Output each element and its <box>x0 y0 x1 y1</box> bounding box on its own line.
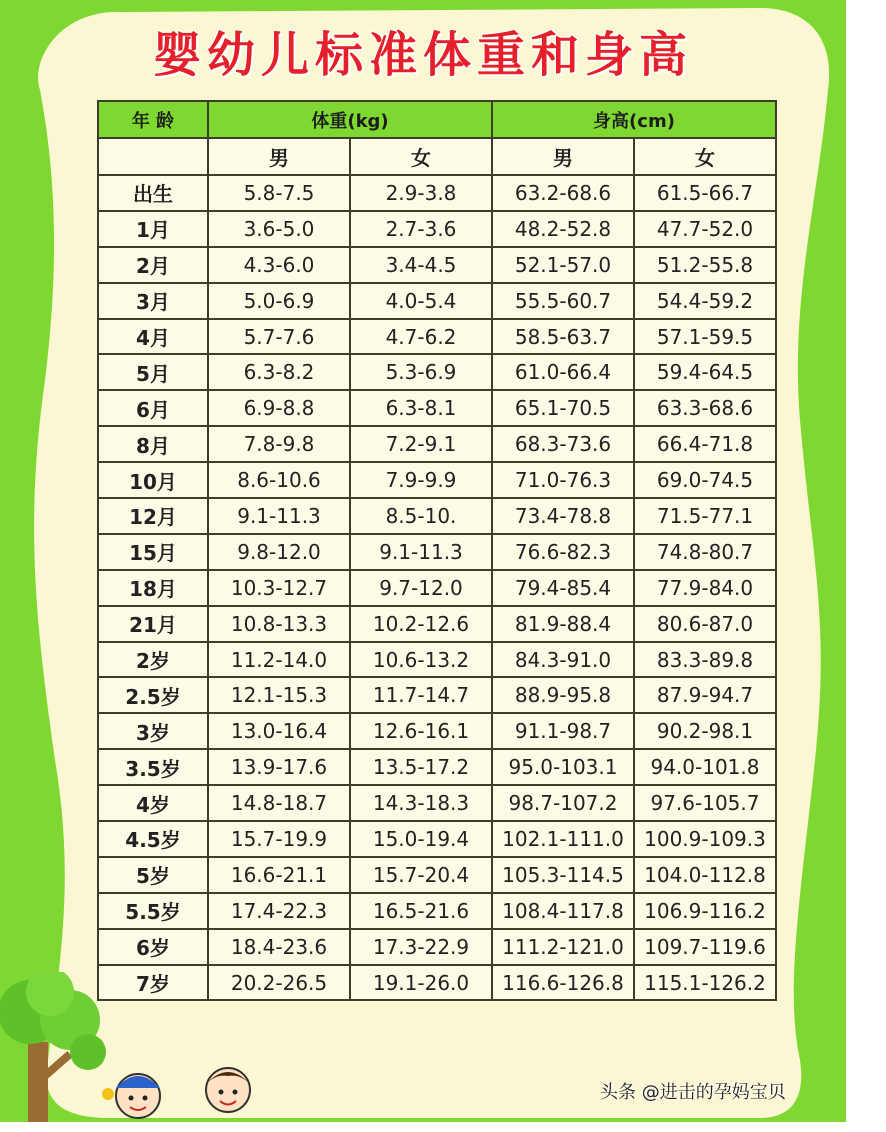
height-male-cell: 81.9-88.4 <box>492 606 634 642</box>
table-row <box>98 821 776 857</box>
weight-female-cell: 17.3-22.9 <box>350 929 492 965</box>
weight-female-cell: 3.4-4.5 <box>350 247 492 283</box>
watermark-text: 头条 @进击的孕妈宝贝 <box>600 1082 786 1103</box>
age-cell: 15月 <box>98 534 208 570</box>
age-cell: 6月 <box>98 390 208 426</box>
age-header: 年 龄 <box>98 101 208 138</box>
table-row <box>98 534 776 570</box>
height-male-cell: 48.2-52.8 <box>492 211 634 247</box>
height-male-cell: 91.1-98.7 <box>492 713 634 749</box>
height-female-cell: 59.4-64.5 <box>634 354 776 390</box>
age-cell: 4月 <box>98 319 208 355</box>
height-female-cell: 66.4-71.8 <box>634 426 776 462</box>
weight-male-cell: 18.4-23.6 <box>208 929 350 965</box>
height-male-cell: 76.6-82.3 <box>492 534 634 570</box>
age-cell: 8月 <box>98 426 208 462</box>
weight-female-cell: 13.5-17.2 <box>350 749 492 785</box>
age-cell: 18月 <box>98 570 208 606</box>
weight-male-cell: 7.8-9.8 <box>208 426 350 462</box>
age-cell: 5岁 <box>98 857 208 893</box>
weight-female-cell: 9.1-11.3 <box>350 534 492 570</box>
weight-male-cell: 9.8-12.0 <box>208 534 350 570</box>
weight-male-cell: 6.9-8.8 <box>208 390 350 426</box>
height-male-cell: 73.4-78.8 <box>492 498 634 534</box>
table-row <box>98 893 776 929</box>
age-cell: 3岁 <box>98 713 208 749</box>
weight-male-cell: 13.0-16.4 <box>208 713 350 749</box>
weight-male-cell: 11.2-14.0 <box>208 642 350 678</box>
table-row <box>98 426 776 462</box>
weight-female-cell: 7.2-9.1 <box>350 426 492 462</box>
weight-male-cell: 5.0-6.9 <box>208 283 350 319</box>
weight-male-cell: 10.8-13.3 <box>208 606 350 642</box>
table-row <box>98 354 776 390</box>
table-row <box>98 247 776 283</box>
weight-female-cell: 15.0-19.4 <box>350 821 492 857</box>
table-row <box>98 642 776 678</box>
height-female-cell: 80.6-87.0 <box>634 606 776 642</box>
weight-male-cell: 6.3-8.2 <box>208 354 350 390</box>
age-cell: 4岁 <box>98 785 208 821</box>
height-male-cell: 55.5-60.7 <box>492 283 634 319</box>
height-female-cell: 109.7-119.6 <box>634 929 776 965</box>
weight-header: 体重(kg) <box>208 101 492 138</box>
weight-female-cell: 4.0-5.4 <box>350 283 492 319</box>
age-cell: 7岁 <box>98 965 208 1001</box>
weight-female-header: 女 <box>350 138 492 175</box>
height-male-cell: 71.0-76.3 <box>492 462 634 498</box>
weight-female-cell: 2.7-3.6 <box>350 211 492 247</box>
weight-female-cell: 2.9-3.8 <box>350 175 492 211</box>
weight-male-cell: 3.6-5.0 <box>208 211 350 247</box>
weight-male-cell: 17.4-22.3 <box>208 893 350 929</box>
height-male-cell: 63.2-68.6 <box>492 175 634 211</box>
weight-female-cell: 10.6-13.2 <box>350 642 492 678</box>
weight-male-cell: 8.6-10.6 <box>208 462 350 498</box>
age-cell: 5.5岁 <box>98 893 208 929</box>
height-female-cell: 97.6-105.7 <box>634 785 776 821</box>
height-male-header: 男 <box>492 138 634 175</box>
weight-female-cell: 8.5-10. <box>350 498 492 534</box>
poster-title: 婴幼儿标准体重和身高 <box>152 27 693 83</box>
height-male-cell: 102.1-111.0 <box>492 821 634 857</box>
weight-male-cell: 12.1-15.3 <box>208 677 350 713</box>
height-male-cell: 58.5-63.7 <box>492 319 634 355</box>
age-cell: 10月 <box>98 462 208 498</box>
height-female-cell: 100.9-109.3 <box>634 821 776 857</box>
height-female-header: 女 <box>634 138 776 175</box>
age-cell: 3月 <box>98 283 208 319</box>
height-male-cell: 79.4-85.4 <box>492 570 634 606</box>
weight-female-cell: 5.3-6.9 <box>350 354 492 390</box>
height-female-cell: 71.5-77.1 <box>634 498 776 534</box>
height-male-cell: 52.1-57.0 <box>492 247 634 283</box>
weight-male-cell: 10.3-12.7 <box>208 570 350 606</box>
weight-male-cell: 13.9-17.6 <box>208 749 350 785</box>
table-row <box>98 175 776 211</box>
age-cell: 1月 <box>98 211 208 247</box>
age-cell: 21月 <box>98 606 208 642</box>
age-cell: 出生 <box>98 175 208 211</box>
weight-female-cell: 11.7-14.7 <box>350 677 492 713</box>
tree-illustration-icon <box>0 972 110 1122</box>
age-cell: 12月 <box>98 498 208 534</box>
height-female-cell: 51.2-55.8 <box>634 247 776 283</box>
height-male-cell: 98.7-107.2 <box>492 785 634 821</box>
height-female-cell: 83.3-89.8 <box>634 642 776 678</box>
weight-male-header: 男 <box>208 138 350 175</box>
weight-male-cell: 5.8-7.5 <box>208 175 350 211</box>
height-female-cell: 115.1-126.2 <box>634 965 776 1001</box>
height-male-cell: 105.3-114.5 <box>492 857 634 893</box>
table-row <box>98 713 776 749</box>
height-header: 身高(cm) <box>492 101 776 138</box>
table-subheader-row <box>98 138 776 175</box>
table-row <box>98 390 776 426</box>
weight-male-cell: 14.8-18.7 <box>208 785 350 821</box>
height-female-cell: 63.3-68.6 <box>634 390 776 426</box>
weight-female-cell: 4.7-6.2 <box>350 319 492 355</box>
height-female-cell: 69.0-74.5 <box>634 462 776 498</box>
height-male-cell: 61.0-66.4 <box>492 354 634 390</box>
age-cell: 4.5岁 <box>98 821 208 857</box>
age-cell: 3.5岁 <box>98 749 208 785</box>
height-female-cell: 61.5-66.7 <box>634 175 776 211</box>
height-female-cell: 74.8-80.7 <box>634 534 776 570</box>
age-cell: 6岁 <box>98 929 208 965</box>
age-subheader <box>98 138 208 175</box>
table-row <box>98 211 776 247</box>
table-row <box>98 965 776 1001</box>
weight-male-cell: 15.7-19.9 <box>208 821 350 857</box>
weight-female-cell: 16.5-21.6 <box>350 893 492 929</box>
height-male-cell: 116.6-126.8 <box>492 965 634 1001</box>
height-female-cell: 90.2-98.1 <box>634 713 776 749</box>
table-row <box>98 606 776 642</box>
height-female-cell: 57.1-59.5 <box>634 319 776 355</box>
age-cell: 2月 <box>98 247 208 283</box>
weight-female-cell: 9.7-12.0 <box>350 570 492 606</box>
age-cell: 5月 <box>98 354 208 390</box>
height-male-cell: 95.0-103.1 <box>492 749 634 785</box>
weight-male-cell: 20.2-26.5 <box>208 965 350 1001</box>
weight-female-cell: 7.9-9.9 <box>350 462 492 498</box>
height-female-cell: 106.9-116.2 <box>634 893 776 929</box>
height-female-cell: 77.9-84.0 <box>634 570 776 606</box>
weight-female-cell: 15.7-20.4 <box>350 857 492 893</box>
height-male-cell: 108.4-117.8 <box>492 893 634 929</box>
height-female-cell: 54.4-59.2 <box>634 283 776 319</box>
weight-male-cell: 5.7-7.6 <box>208 319 350 355</box>
weight-male-cell: 16.6-21.1 <box>208 857 350 893</box>
height-female-cell: 104.0-112.8 <box>634 857 776 893</box>
age-cell: 2.5岁 <box>98 677 208 713</box>
height-male-cell: 88.9-95.8 <box>492 677 634 713</box>
table-row <box>98 857 776 893</box>
height-male-cell: 68.3-73.6 <box>492 426 634 462</box>
table-row <box>98 929 776 965</box>
age-cell: 2岁 <box>98 642 208 678</box>
height-male-cell: 111.2-121.0 <box>492 929 634 965</box>
weight-female-cell: 6.3-8.1 <box>350 390 492 426</box>
weight-female-cell: 14.3-18.3 <box>350 785 492 821</box>
height-male-cell: 84.3-91.0 <box>492 642 634 678</box>
table-row <box>98 283 776 319</box>
weight-female-cell: 12.6-16.1 <box>350 713 492 749</box>
table-row <box>98 749 776 785</box>
growth-standards-table <box>97 100 777 1001</box>
height-female-cell: 94.0-101.8 <box>634 749 776 785</box>
table-row <box>98 785 776 821</box>
cartoon-kids-icon <box>100 1058 270 1122</box>
height-female-cell: 87.9-94.7 <box>634 677 776 713</box>
table-row <box>98 677 776 713</box>
height-female-cell: 47.7-52.0 <box>634 211 776 247</box>
height-male-cell: 65.1-70.5 <box>492 390 634 426</box>
table-row <box>98 498 776 534</box>
weight-male-cell: 9.1-11.3 <box>208 498 350 534</box>
weight-male-cell: 4.3-6.0 <box>208 247 350 283</box>
table-row <box>98 570 776 606</box>
weight-female-cell: 19.1-26.0 <box>350 965 492 1001</box>
table-row <box>98 462 776 498</box>
weight-female-cell: 10.2-12.6 <box>350 606 492 642</box>
table-header-row <box>98 101 776 138</box>
table-row <box>98 319 776 355</box>
